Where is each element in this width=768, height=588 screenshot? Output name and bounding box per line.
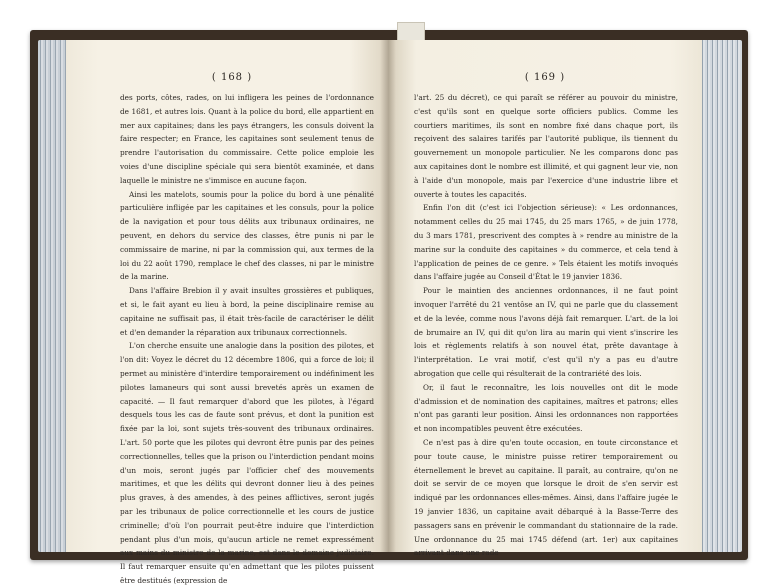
paragraph: Pour le maintien des anciennes ordonnances, il ne faut point invoquer l'arrêté du 21 ventôse an IV, qui ne parle que du classement et de la levée, comme nous l'avons déjà fait remarquer. L'art. de la loi de brumaire an IV, qui dit qu'on lira au marin qui vient s'inscrire les lois et règlements relatifs à son nouvel état, prête davantage à l'interprétation. Le vrai motif, c'est qu'il n'y a pas eu d'autre abrogation que celle qui résulterait de la contrariété des lois.: [414, 286, 678, 378]
left-page-body: [120, 91, 374, 588]
paragraph: Ainsi les matelots, soumis pour la police du bord à une pénalité particulière infligée par les capitaines et les consuls, pour la police de la navigation et pour tous délits aux tribunaux ordinaires, ne peuvent, en dehors du service des classes, être punis ni par le commissaire de marine, ni par la commission qui, aux termes de la loi du 22 août 1790, remplace le chef des classes, ni par le ministre de la marine.: [120, 189, 374, 282]
left-page: [66, 40, 388, 585]
paragraph: Or, il faut le reconnaître, les lois nouvelles ont dit le mode d'admission et de nomination des capitaines, maîtres et patrons; elles n'ont pas garanti leur position. Ainsi les ordonnances non rapportées et non incompatibles peuvent être exécutées.: [414, 382, 678, 434]
right-page-number: ( 169 ): [524, 72, 566, 83]
left-page-edges: [38, 40, 68, 552]
paragraph: Enfin l'on dit (c'est ici l'objection sérieuse): « Les ordonnances, notamment celles du 25 mai 1745, du 25 mars 1765, » de juin 1778, du 3 mars 1781, prescrivent des comptes à » rendre au ministre de la marine sur la conduite des capitaines » du commerce, et cela tend à l'application de peines de ce genre. » Tels étaient les motifs invoqués dans l'affaire jugée au Conseil d'État le 19 janvier 1836.: [414, 203, 678, 282]
paragraph: des ports, côtes, rades, on lui infligera les peines de l'ordonnance de 1681, et autres lois. Quant à la police du bord, elle appartient en mer aux capitaines; dans les pays étrangers, les consuls doivent la faire respecter; en France, les capitaines sont seulement tenus de prendre l'autorisation du commissaire. Cette police emploie les voies d'une discipline spéciale qui sera bientôt examinée, et dans laquelle le ministre ne s'immisce en aucune façon.: [120, 93, 374, 185]
right-page-body: [414, 91, 678, 560]
paragraph: L'on cherche ensuite une analogie dans la position des pilotes, et l'on dit: Voyez le décret du 12 décembre 1806, qui a force de loi; il permet au ministère d'interdire temporairement ou indéfiniment les pilotes lamaneurs qui sont aussi brevetés après un examen de capacité. — Il faut remarquer d'abord que les pilotes, à l'égard desquels tous les cas de faute sont prévus, et dont la punition est fixée par la loi, sont sujets très-souvent des tribunaux ordinaires. L'art. 50 porte que les pilotes qui devront être punis par des peines correctionnelles, telles que la prison ou l'interdiction pendant moins d'un mois, seront jugés par l'officier chef des mouvements maritimes, et que les délits qui devront donner lieu à des peines plus graves, à des amendes, à des peines afflictives, seront jugés par les tribunaux de police correctionnelle et les cours de justice criminelle; d'où l'on pourrait peut-être induire que l'interdiction pendant plus d'un mois, qu'aucun article ne remet expressément aux mains du ministre de la marine, est dans le domaine judiciaire. Il faut remarquer ensuite qu'en admettant que les pilotes puissent être destitués (expression de: [120, 341, 374, 585]
book-gutter: [380, 40, 396, 552]
left-page-number: ( 168 ): [211, 72, 253, 83]
right-page: [388, 40, 702, 558]
paragraph: Dans l'affaire Brebion il y avait insultes grossières et publiques, et si, le fait ayant eu lieu à bord, la peine disciplinaire remise au capitaine ne suffisait pas, il était très-facile de caractériser le délit et d'en demander la réparation aux tribunaux correctionnels.: [120, 286, 374, 337]
paragraph: Ce n'est pas à dire qu'en toute occasion, en toute circonstance et pour toute cause, le ministre puisse retirer temporairement ou éternellement le brevet au capitaine. Il paraît, au contraire, qu'on ne doit se servir de ce moyen que lorsque le droit de s'en servir est indiqué par les ordonnances elles-mêmes. Ainsi, dans l'affaire jugée le 19 janvier 1836, un capitaine avait débarqué à la Basse-Terre des passagers sans en prévenir le commandant du stationnaire de la rade. Une ordonnance du 25 mai 1745 défend (art. 1er) aux capitaines arrivant dans une rade: [414, 437, 678, 558]
paragraph: l'art. 25 du décret), ce qui paraît se référer au pouvoir du ministre, c'est qu'ils sont en quelque sorte officiers publics. Comme les courtiers maritimes, ils sont en nombre fixé dans chaque port, ils reçoivent des salaires tarifés par l'autorité publique, ils tiennent du gouvernement un monopole particulier. Ne les comparons donc pas aux capitaines dont le nombre est illimité, et qui gagnent leur vie, non à l'aide d'un monopole, mais par l'exercice d'une industrie libre et ouverte à toutes les capacités.: [414, 93, 678, 199]
right-page-edges: [700, 40, 742, 552]
bookmark-tab: [397, 22, 425, 42]
